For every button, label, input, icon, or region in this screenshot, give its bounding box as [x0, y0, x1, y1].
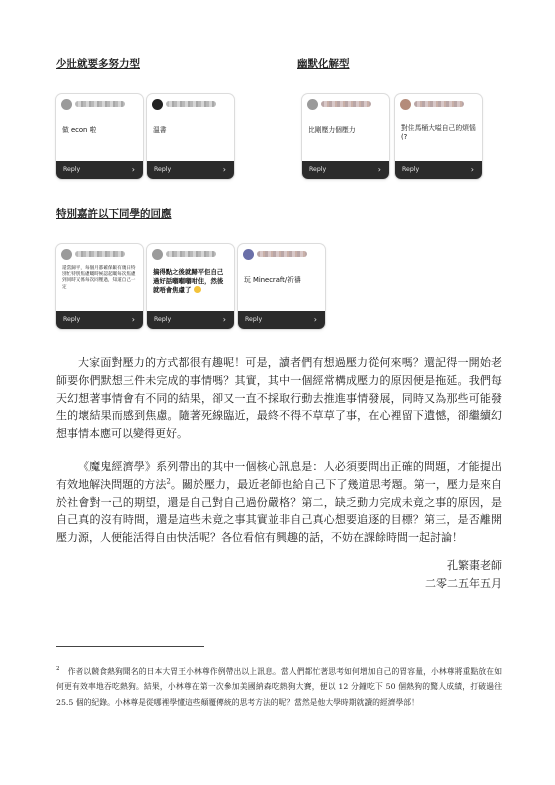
avatar	[152, 249, 163, 260]
response-text: 玩 Minecraft/祈禱	[244, 276, 301, 284]
avatar	[152, 99, 163, 110]
footnote	[56, 664, 502, 710]
section-title-praise: 特別嘉許以下同學的回應	[56, 208, 172, 220]
blurred-username	[414, 101, 464, 107]
section-title-hardworking: 少壯就要多努力型	[56, 58, 140, 70]
chevron-right-icon: ›	[131, 315, 135, 324]
reply-label: Reply	[63, 166, 81, 173]
paragraph-2-part-2: 。關於壓力，最近老師也給自己下了幾道思考題。第一，壓力是來自於社會對一己的期望，還是自己對自己過份嚴格？第二，缺乏動力完成未竟之事的原因，是自己真的沒有時間，還是這些未竟之事其實並非自己真心想要追逐的目標？第三，是否離開壓力源，人便能活得自由快活呢？各位看倌有興趣的話，不妨在課餘時間一起討論！	[56, 477, 503, 545]
response-card	[56, 94, 143, 179]
signature-name: 孔繁棗老師	[447, 559, 502, 572]
reply-button[interactable]	[56, 311, 143, 329]
response-text: 做 econ 啦	[62, 126, 97, 134]
response-text: 比剛壓力個壓力	[308, 126, 356, 134]
footnote-text: 作者以競食熱狗聞名的日本大胃王小林尊作例帶出以上訊息。當人們都忙著思考如何增加自己的胃容量，小林尊將重點放在如何更有效率地吞吃熱狗。結果，小林尊在第一次參加美國納森吃熱狗大賽，便以 12 分鐘吃下 50 個熱狗的驚人成績，打破過往 25.5 個的紀錄。小林尊是從哪裡學懂這些顛覆傳統的思考方法的呢？當然是他大學時期就讀的經濟學部！	[56, 667, 502, 707]
footnote-reference[interactable]: 2	[166, 477, 171, 486]
chevron-right-icon: ›	[470, 165, 474, 174]
reply-button[interactable]	[395, 161, 482, 179]
response-card	[238, 244, 325, 329]
avatar	[61, 249, 72, 260]
response-card	[147, 244, 234, 329]
blurred-username	[75, 251, 125, 257]
response-card	[302, 94, 389, 179]
footnote-divider	[56, 646, 204, 647]
response-text: 溫書	[153, 126, 167, 134]
reply-button[interactable]	[238, 311, 325, 329]
reply-button[interactable]	[56, 161, 143, 179]
footnote-marker: 2	[56, 666, 60, 673]
chevron-right-icon: ›	[313, 315, 317, 324]
paragraph-2-part-1: 《魔鬼經濟學》系列帶出的其中一個核心訊息是：人必須要問出正確的問題，才能提出有效地解決問題的方法	[56, 460, 502, 491]
response-text: 還當歸平，每個月都確保飯有幾日特別忙特別焦慮嘅時候認起嘅每次焦慮到同時又係每次同壓過，知道自己一定	[62, 266, 136, 290]
reply-label: Reply	[309, 166, 327, 173]
avatar	[307, 99, 318, 110]
chevron-right-icon: ›	[222, 165, 226, 174]
blurred-username	[75, 101, 125, 107]
reply-button[interactable]	[302, 161, 389, 179]
blurred-username	[166, 101, 216, 107]
smile-emoji-icon	[194, 286, 201, 293]
signature-date: 二零二五年五月	[425, 577, 502, 590]
section-title-humor: 幽默化解型	[297, 58, 350, 70]
response-text	[153, 268, 229, 294]
reply-label: Reply	[154, 316, 172, 323]
response-card	[56, 244, 143, 329]
chevron-right-icon: ›	[377, 165, 381, 174]
avatar	[61, 99, 72, 110]
response-text-content: 搞得點之後就歸平佢自己過好話嗰嗰嗰咁住，然後就唔會焦慮了	[153, 268, 224, 294]
chevron-right-icon: ›	[222, 315, 226, 324]
response-text: 對住馬桶大嗌自己的煩惱 (?	[401, 124, 476, 141]
avatar	[243, 249, 254, 260]
body-paragraph-1: 大家面對壓力的方式都很有趣呢！可是，讀者們有想過壓力從何來嗎？還記得一開始老師要你們默想三件未完成的事情嗎？其實，其中一個經常構成壓力的原因便是拖延。我們每天幻想著事情會有不同的結果，卻又一直不採取行動去推進事情發展，同時又為那些可能發生的壞結果而感到焦慮。隨著死線臨近，最終不得不草草了事，在心裡留下遺憾，卻繼續幻想事情本應可以變得更好。	[56, 356, 502, 441]
reply-label: Reply	[154, 166, 172, 173]
reply-label: Reply	[245, 316, 263, 323]
body-paragraph-2	[56, 458, 502, 547]
response-card	[395, 94, 482, 179]
blurred-username	[321, 101, 371, 107]
reply-button[interactable]	[147, 161, 234, 179]
reply-label: Reply	[402, 166, 420, 173]
reply-label: Reply	[63, 316, 81, 323]
blurred-username	[166, 251, 216, 257]
avatar	[400, 99, 411, 110]
response-card	[147, 94, 234, 179]
chevron-right-icon: ›	[131, 165, 135, 174]
reply-button[interactable]	[147, 311, 234, 329]
blurred-username	[257, 251, 307, 257]
